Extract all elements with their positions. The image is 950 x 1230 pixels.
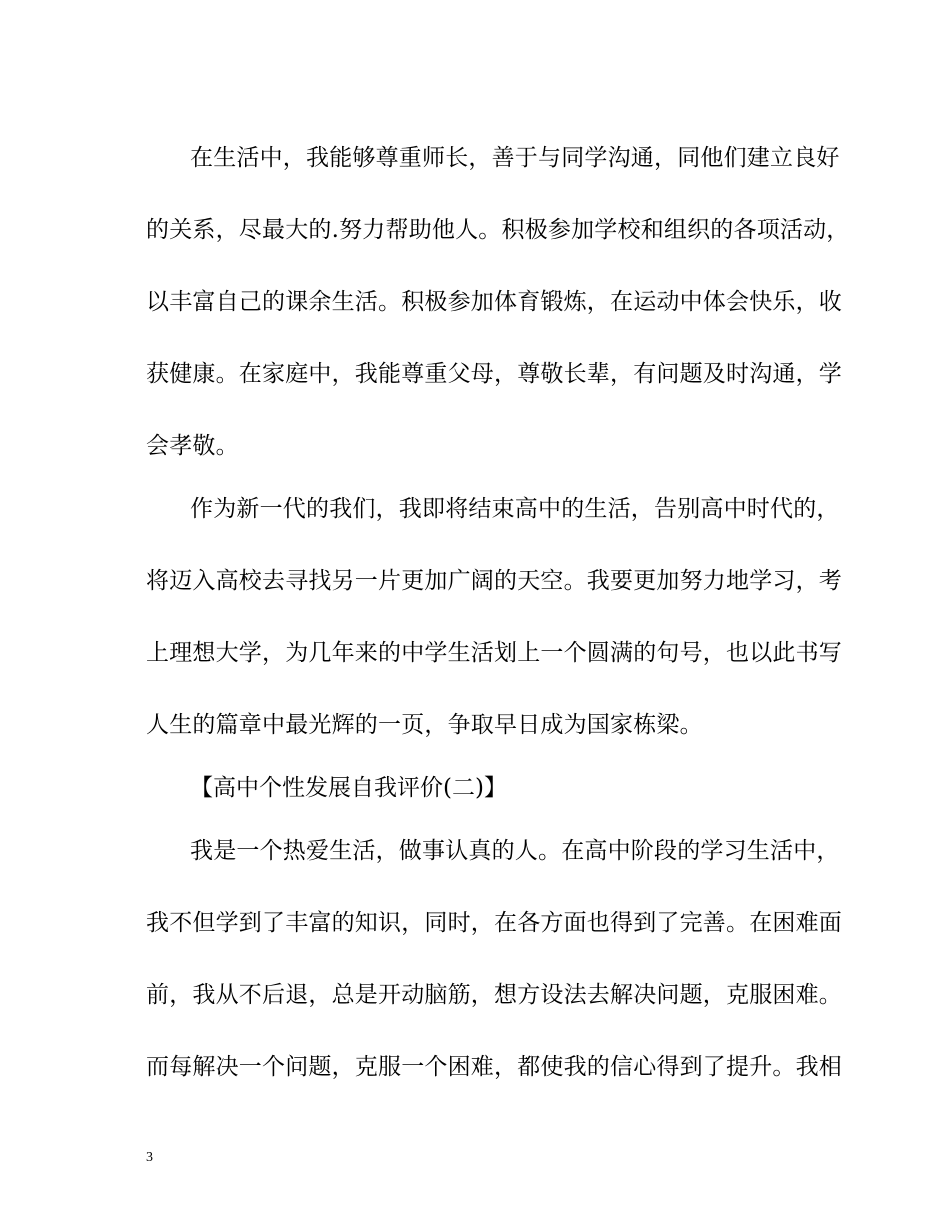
paragraph-2-line-3: 上理想大学，为几年来的中学生活划上一个圆满的句号，也以此书写 — [146, 640, 842, 666]
paragraph-1-line-4: 获健康。在家庭中，我能尊重父母，尊敬长辈，有问题及时沟通，学 — [146, 361, 842, 387]
paragraph-3-line-3: 前，我从不后退，总是开动脑筋，想方设法去解决问题，克服困难。 — [146, 982, 842, 1008]
paragraph-2-line-4: 人生的篇章中最光辉的一页，争取早日成为国家栋梁。 — [146, 712, 703, 738]
paragraph-2-line-1: 作为新一代的我们，我即将结束高中的生活，告别高中时代的， — [190, 496, 840, 522]
paragraph-1-line-2: 的关系，尽最大的.努力帮助他人。积极参加学校和组织的各项活动， — [146, 217, 850, 243]
page-number: 3 — [146, 1150, 153, 1165]
paragraph-3-line-2: 我不但学到了丰富的知识，同时，在各方面也得到了完善。在困难面 — [146, 910, 842, 936]
paragraph-3-line-4: 而每解决一个问题，克服一个困难，都使我的信心得到了提升。我相 — [146, 1054, 842, 1080]
paragraph-2-line-2: 将迈入高校去寻找另一片更加广阔的天空。我要更加努力地学习，考 — [146, 568, 842, 594]
paragraph-1-line-5: 会孝敬。 — [146, 433, 239, 459]
paragraph-3-line-1: 我是一个热爱生活，做事认真的人。在高中阶段的学习生活中， — [190, 838, 840, 864]
paragraph-1-line-3: 以丰富自己的课余生活。积极参加体育锻炼，在运动中体会快乐，收 — [146, 289, 842, 315]
paragraph-1-line-1: 在生活中，我能够尊重师长，善于与同学沟通，同他们建立良好 — [190, 145, 840, 171]
section-heading: 【高中个性发展自我评价(二)】 — [190, 775, 507, 801]
